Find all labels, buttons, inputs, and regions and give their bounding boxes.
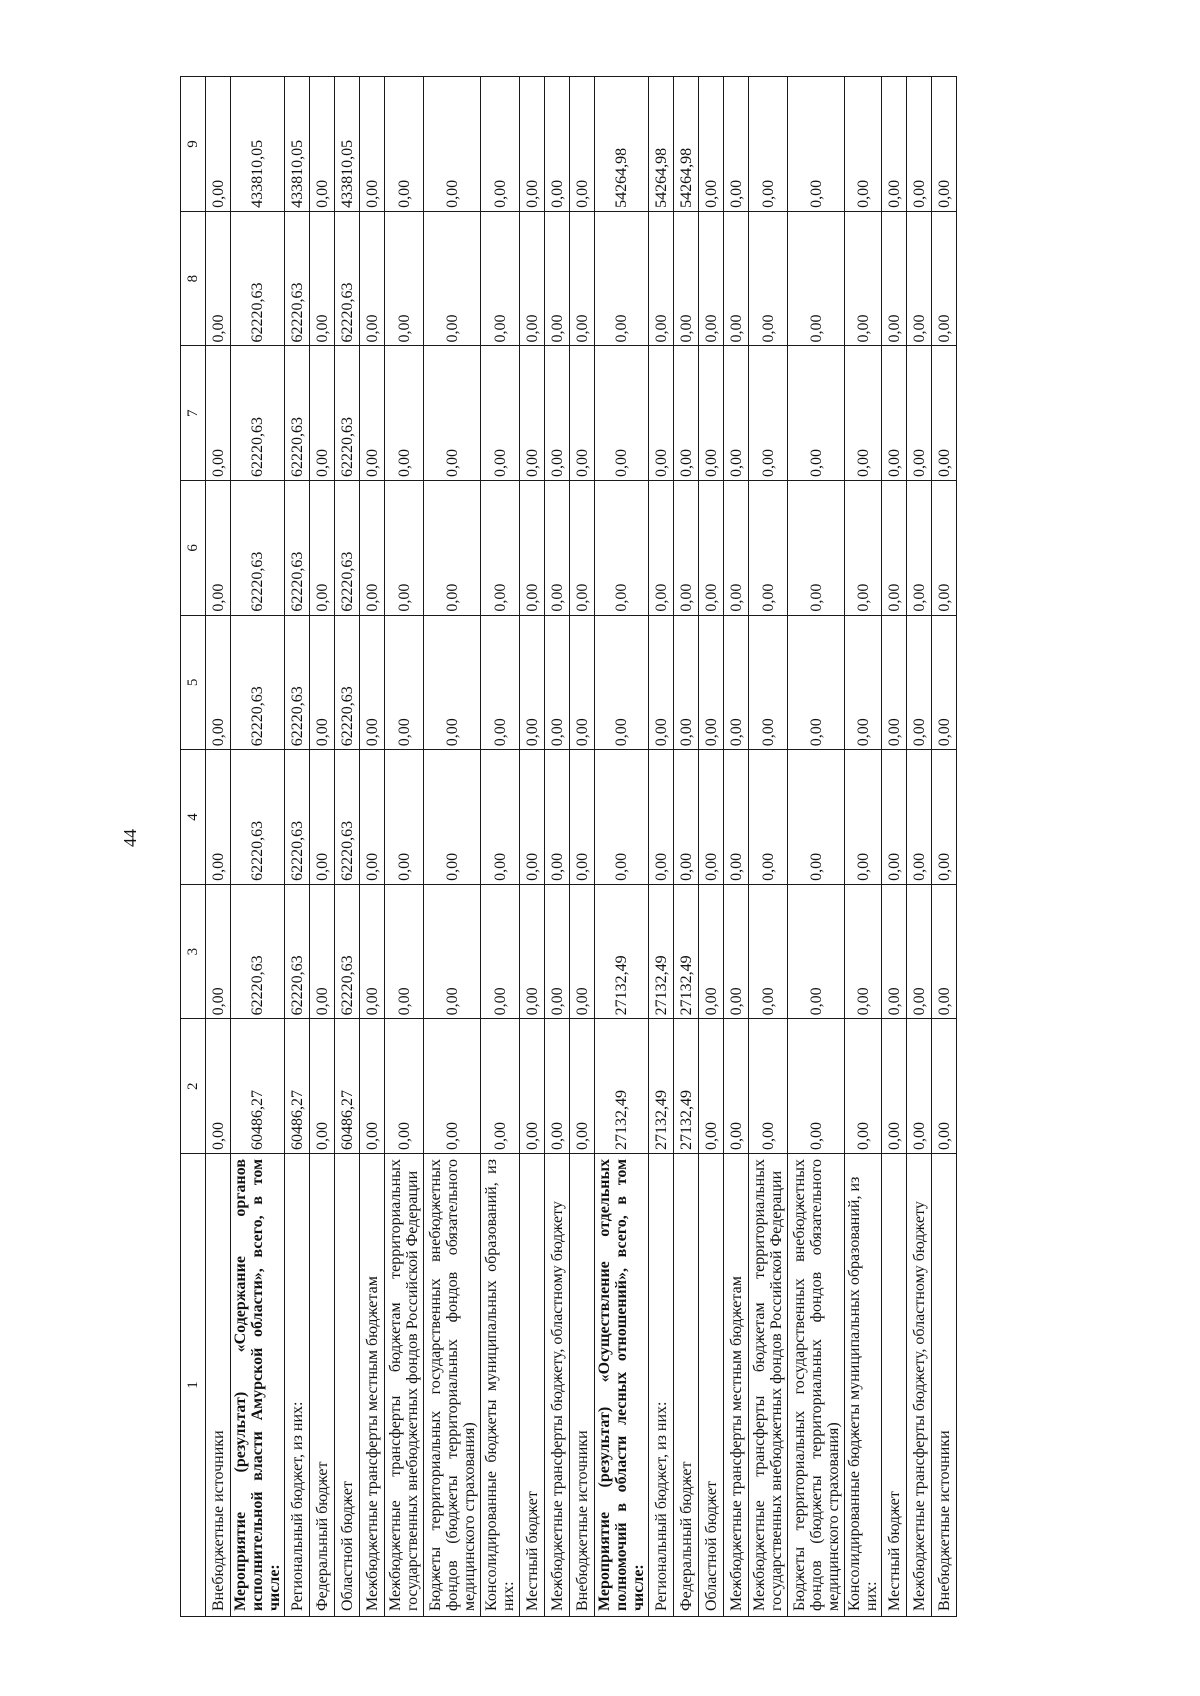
- value-cell: 0,00: [788, 1019, 845, 1154]
- value-cell: 0,00: [788, 884, 845, 1019]
- value-cell: 0,00: [595, 211, 649, 346]
- budget-source-cell: Межбюджетные трансферты бюджетам территориальных государственных внебюджетных фондов Российской Федерации: [749, 1154, 788, 1617]
- value-cell: 0,00: [882, 211, 907, 346]
- value-cell: 0,00: [424, 346, 481, 481]
- value-cell: 0,00: [882, 346, 907, 481]
- column-header: 5: [181, 615, 206, 750]
- value-cell: 27132,49: [595, 1019, 649, 1154]
- value-cell: 0,00: [788, 615, 845, 750]
- value-cell: 0,00: [724, 211, 749, 346]
- table-row: [932, 77, 957, 1617]
- value-cell: 0,00: [749, 211, 788, 346]
- value-cell: 0,00: [845, 346, 882, 481]
- table-row: [845, 77, 882, 1617]
- table-row: [424, 77, 481, 1617]
- value-cell: 62220,63: [285, 346, 310, 481]
- value-cell: 0,00: [595, 481, 649, 616]
- value-cell: 0,00: [481, 346, 520, 481]
- value-cell: 0,00: [360, 346, 385, 481]
- value-cell: 0,00: [907, 346, 932, 481]
- value-cell: 433810,05: [285, 77, 310, 212]
- value-cell: 0,00: [699, 884, 724, 1019]
- value-cell: 0,00: [424, 615, 481, 750]
- budget-source-cell: Региональный бюджет, из них:: [285, 1154, 310, 1617]
- value-cell: 0,00: [749, 77, 788, 212]
- value-cell: 27132,49: [674, 884, 699, 1019]
- value-cell: 433810,05: [231, 77, 285, 212]
- value-cell: 0,00: [424, 211, 481, 346]
- value-cell: 0,00: [520, 1019, 545, 1154]
- value-cell: 0,00: [932, 211, 957, 346]
- table-row: [595, 77, 649, 1617]
- column-header: 8: [181, 211, 206, 346]
- value-cell: 0,00: [907, 750, 932, 885]
- value-cell: 0,00: [360, 77, 385, 212]
- value-cell: 0,00: [385, 750, 424, 885]
- value-cell: 0,00: [932, 77, 957, 212]
- value-cell: 0,00: [674, 481, 699, 616]
- value-cell: 0,00: [788, 750, 845, 885]
- value-cell: 62220,63: [285, 750, 310, 885]
- value-cell: 62220,63: [285, 884, 310, 1019]
- budget-source-cell: Федеральный бюджет: [310, 1154, 335, 1617]
- table-row: [310, 77, 335, 1617]
- value-cell: 0,00: [749, 481, 788, 616]
- value-cell: 0,00: [310, 1019, 335, 1154]
- value-cell: 0,00: [424, 1019, 481, 1154]
- budget-source-cell: Областной бюджет: [335, 1154, 360, 1617]
- value-cell: 0,00: [385, 77, 424, 212]
- value-cell: 0,00: [570, 750, 595, 885]
- value-cell: 27132,49: [649, 884, 674, 1019]
- value-cell: 0,00: [699, 1019, 724, 1154]
- value-cell: 0,00: [699, 346, 724, 481]
- budget-source-cell: Местный бюджет: [882, 1154, 907, 1617]
- column-header: 2: [181, 1019, 206, 1154]
- value-cell: 0,00: [907, 1019, 932, 1154]
- value-cell: 54264,98: [674, 77, 699, 212]
- value-cell: 0,00: [424, 481, 481, 616]
- value-cell: 0,00: [310, 77, 335, 212]
- value-cell: 0,00: [481, 884, 520, 1019]
- value-cell: 0,00: [845, 884, 882, 1019]
- table-row: [285, 77, 310, 1617]
- table-row: [699, 77, 724, 1617]
- value-cell: 0,00: [882, 481, 907, 616]
- value-cell: 0,00: [424, 750, 481, 885]
- value-cell: 0,00: [570, 346, 595, 481]
- value-cell: 0,00: [845, 211, 882, 346]
- value-cell: 0,00: [360, 211, 385, 346]
- value-cell: 0,00: [845, 615, 882, 750]
- value-cell: 0,00: [545, 750, 570, 885]
- value-cell: 0,00: [385, 346, 424, 481]
- value-cell: 62220,63: [231, 211, 285, 346]
- value-cell: 62220,63: [335, 346, 360, 481]
- value-cell: 0,00: [749, 1019, 788, 1154]
- column-header: 4: [181, 750, 206, 885]
- value-cell: 0,00: [310, 481, 335, 616]
- value-cell: 62220,63: [335, 884, 360, 1019]
- table-row: [520, 77, 545, 1617]
- table-row: [481, 77, 520, 1617]
- value-cell: 0,00: [724, 750, 749, 885]
- table-row: [749, 77, 788, 1617]
- value-cell: 0,00: [845, 481, 882, 616]
- value-cell: 0,00: [520, 346, 545, 481]
- table-row: [724, 77, 749, 1617]
- value-cell: 0,00: [724, 481, 749, 616]
- value-cell: 433810,05: [335, 77, 360, 212]
- value-cell: 0,00: [932, 346, 957, 481]
- value-cell: 0,00: [845, 1019, 882, 1154]
- value-cell: 0,00: [907, 615, 932, 750]
- value-cell: 0,00: [520, 884, 545, 1019]
- measure-name-cell: Мероприятие (результат) «Содержание органов исполнительной власти Амурской области», всего, в том числе:: [231, 1154, 285, 1617]
- value-cell: 0,00: [699, 211, 724, 346]
- value-cell: 0,00: [882, 77, 907, 212]
- value-cell: 0,00: [932, 481, 957, 616]
- value-cell: 0,00: [310, 750, 335, 885]
- value-cell: 0,00: [570, 77, 595, 212]
- value-cell: 0,00: [360, 615, 385, 750]
- value-cell: 0,00: [310, 615, 335, 750]
- value-cell: 62220,63: [285, 481, 310, 616]
- value-cell: 0,00: [545, 77, 570, 212]
- column-header: 7: [181, 346, 206, 481]
- value-cell: 0,00: [882, 1019, 907, 1154]
- column-header: 3: [181, 884, 206, 1019]
- value-cell: 0,00: [481, 1019, 520, 1154]
- value-cell: 0,00: [481, 77, 520, 212]
- value-cell: 0,00: [385, 481, 424, 616]
- value-cell: 0,00: [788, 346, 845, 481]
- budget-source-cell: Межбюджетные трансферты местным бюджетам: [724, 1154, 749, 1617]
- value-cell: 0,00: [788, 211, 845, 346]
- table-row: [231, 77, 285, 1617]
- value-cell: 0,00: [649, 346, 674, 481]
- value-cell: 0,00: [206, 750, 231, 885]
- rotated-table-container: [180, 77, 1060, 1617]
- budget-source-cell: Внебюджетные источники: [570, 1154, 595, 1617]
- value-cell: 0,00: [724, 1019, 749, 1154]
- value-cell: 0,00: [724, 77, 749, 212]
- value-cell: 0,00: [749, 884, 788, 1019]
- value-cell: 0,00: [649, 750, 674, 885]
- table-row: [788, 77, 845, 1617]
- value-cell: 0,00: [385, 615, 424, 750]
- value-cell: 62220,63: [285, 211, 310, 346]
- value-cell: 0,00: [724, 884, 749, 1019]
- value-cell: 0,00: [699, 481, 724, 616]
- value-cell: 0,00: [545, 1019, 570, 1154]
- table-body: [206, 77, 957, 1617]
- value-cell: 0,00: [932, 750, 957, 885]
- value-cell: 0,00: [570, 211, 595, 346]
- value-cell: 0,00: [649, 211, 674, 346]
- value-cell: 27132,49: [595, 884, 649, 1019]
- value-cell: 0,00: [385, 211, 424, 346]
- budget-source-cell: Межбюджетные трансферты бюджету, областному бюджету: [545, 1154, 570, 1617]
- value-cell: 27132,49: [649, 1019, 674, 1154]
- table-row: [545, 77, 570, 1617]
- value-cell: 0,00: [424, 884, 481, 1019]
- value-cell: 62220,63: [231, 481, 285, 616]
- value-cell: 0,00: [932, 615, 957, 750]
- value-cell: 0,00: [595, 750, 649, 885]
- value-cell: 0,00: [932, 1019, 957, 1154]
- value-cell: 0,00: [674, 615, 699, 750]
- value-cell: 0,00: [907, 481, 932, 616]
- value-cell: 60486,27: [285, 1019, 310, 1154]
- budget-source-cell: Межбюджетные трансферты бюджетам территориальных государственных внебюджетных фондов Российской Федерации: [385, 1154, 424, 1617]
- budget-source-cell: Межбюджетные трансферты бюджету, областному бюджету: [907, 1154, 932, 1617]
- value-cell: 0,00: [360, 1019, 385, 1154]
- value-cell: 0,00: [699, 750, 724, 885]
- value-cell: 62220,63: [335, 615, 360, 750]
- value-cell: 0,00: [595, 615, 649, 750]
- table-row: [907, 77, 932, 1617]
- value-cell: 0,00: [749, 615, 788, 750]
- budget-source-cell: Местный бюджет: [520, 1154, 545, 1617]
- value-cell: 0,00: [724, 615, 749, 750]
- column-header: 6: [181, 481, 206, 616]
- value-cell: 0,00: [385, 884, 424, 1019]
- value-cell: 0,00: [674, 346, 699, 481]
- value-cell: 60486,27: [335, 1019, 360, 1154]
- table-row: [360, 77, 385, 1617]
- value-cell: 0,00: [907, 77, 932, 212]
- value-cell: 62220,63: [335, 750, 360, 885]
- table-row: [649, 77, 674, 1617]
- budget-source-cell: Внебюджетные источники: [932, 1154, 957, 1617]
- value-cell: 0,00: [520, 615, 545, 750]
- value-cell: 0,00: [385, 1019, 424, 1154]
- value-cell: 0,00: [545, 884, 570, 1019]
- value-cell: 0,00: [649, 481, 674, 616]
- budget-source-cell: Бюджеты территориальных государственных внебюджетных фондов (бюджеты территориальных фондов обязательного медицинского страхования): [788, 1154, 845, 1617]
- budget-source-cell: Бюджеты территориальных государственных внебюджетных фондов (бюджеты территориальных фондов обязательного медицинского страхования): [424, 1154, 481, 1617]
- value-cell: 0,00: [310, 211, 335, 346]
- value-cell: 0,00: [360, 884, 385, 1019]
- value-cell: 0,00: [481, 615, 520, 750]
- value-cell: 0,00: [481, 750, 520, 885]
- value-cell: 0,00: [699, 615, 724, 750]
- budget-source-cell: Федеральный бюджет: [674, 1154, 699, 1617]
- value-cell: 62220,63: [335, 481, 360, 616]
- value-cell: 0,00: [907, 211, 932, 346]
- value-cell: 62220,63: [231, 884, 285, 1019]
- measure-name-cell: Мероприятие (результат) «Осуществление отдельных полномочий в области лесных отношений», всего, в том числе:: [595, 1154, 649, 1617]
- value-cell: 0,00: [674, 750, 699, 885]
- budget-source-cell: Региональный бюджет, из них:: [649, 1154, 674, 1617]
- value-cell: 62220,63: [231, 346, 285, 481]
- value-cell: 0,00: [749, 346, 788, 481]
- value-cell: 0,00: [749, 750, 788, 885]
- value-cell: 0,00: [545, 211, 570, 346]
- value-cell: 0,00: [649, 615, 674, 750]
- value-cell: 0,00: [520, 750, 545, 885]
- table-row: [206, 77, 231, 1617]
- budget-source-cell: Внебюджетные источники: [206, 1154, 231, 1617]
- value-cell: 0,00: [206, 481, 231, 616]
- value-cell: 0,00: [206, 346, 231, 481]
- value-cell: 62220,63: [231, 615, 285, 750]
- value-cell: 27132,49: [674, 1019, 699, 1154]
- table-row: [385, 77, 424, 1617]
- budget-source-cell: Областной бюджет: [699, 1154, 724, 1617]
- value-cell: 0,00: [882, 750, 907, 885]
- value-cell: 0,00: [570, 1019, 595, 1154]
- value-cell: 54264,98: [649, 77, 674, 212]
- value-cell: 0,00: [206, 615, 231, 750]
- budget-source-cell: Межбюджетные трансферты местным бюджетам: [360, 1154, 385, 1617]
- budget-table: [180, 76, 957, 1617]
- value-cell: 0,00: [724, 346, 749, 481]
- value-cell: 0,00: [788, 481, 845, 616]
- value-cell: 0,00: [595, 346, 649, 481]
- value-cell: 0,00: [310, 346, 335, 481]
- value-cell: 0,00: [845, 750, 882, 885]
- value-cell: 0,00: [570, 884, 595, 1019]
- value-cell: 0,00: [570, 615, 595, 750]
- value-cell: 0,00: [545, 481, 570, 616]
- value-cell: 0,00: [310, 884, 335, 1019]
- value-cell: 0,00: [882, 615, 907, 750]
- value-cell: 0,00: [360, 750, 385, 885]
- value-cell: 0,00: [545, 615, 570, 750]
- value-cell: 0,00: [206, 77, 231, 212]
- table-header-row: [181, 77, 206, 1617]
- column-header: 1: [181, 1154, 206, 1617]
- value-cell: 0,00: [481, 211, 520, 346]
- value-cell: 60486,27: [231, 1019, 285, 1154]
- page-number: 44: [120, 829, 140, 847]
- budget-source-cell: Консолидированные бюджеты муниципальных образований, из них:: [845, 1154, 882, 1617]
- value-cell: 0,00: [360, 481, 385, 616]
- value-cell: 0,00: [520, 77, 545, 212]
- value-cell: 0,00: [206, 1019, 231, 1154]
- value-cell: 0,00: [481, 481, 520, 616]
- value-cell: 0,00: [424, 77, 481, 212]
- value-cell: 0,00: [907, 884, 932, 1019]
- value-cell: 0,00: [545, 346, 570, 481]
- table-row: [570, 77, 595, 1617]
- value-cell: 0,00: [570, 481, 595, 616]
- value-cell: 0,00: [206, 884, 231, 1019]
- value-cell: 62220,63: [285, 615, 310, 750]
- value-cell: 0,00: [206, 211, 231, 346]
- value-cell: 0,00: [520, 211, 545, 346]
- value-cell: 54264,98: [595, 77, 649, 212]
- value-cell: 0,00: [699, 77, 724, 212]
- value-cell: 0,00: [674, 211, 699, 346]
- budget-source-cell: Консолидированные бюджеты муниципальных образований, из них:: [481, 1154, 520, 1617]
- table-row: [882, 77, 907, 1617]
- value-cell: 62220,63: [231, 750, 285, 885]
- column-header: 9: [181, 77, 206, 212]
- value-cell: 0,00: [882, 884, 907, 1019]
- table-row: [674, 77, 699, 1617]
- value-cell: 0,00: [788, 77, 845, 212]
- value-cell: 0,00: [520, 481, 545, 616]
- value-cell: 0,00: [932, 884, 957, 1019]
- value-cell: 0,00: [845, 77, 882, 212]
- table-row: [335, 77, 360, 1617]
- value-cell: 62220,63: [335, 211, 360, 346]
